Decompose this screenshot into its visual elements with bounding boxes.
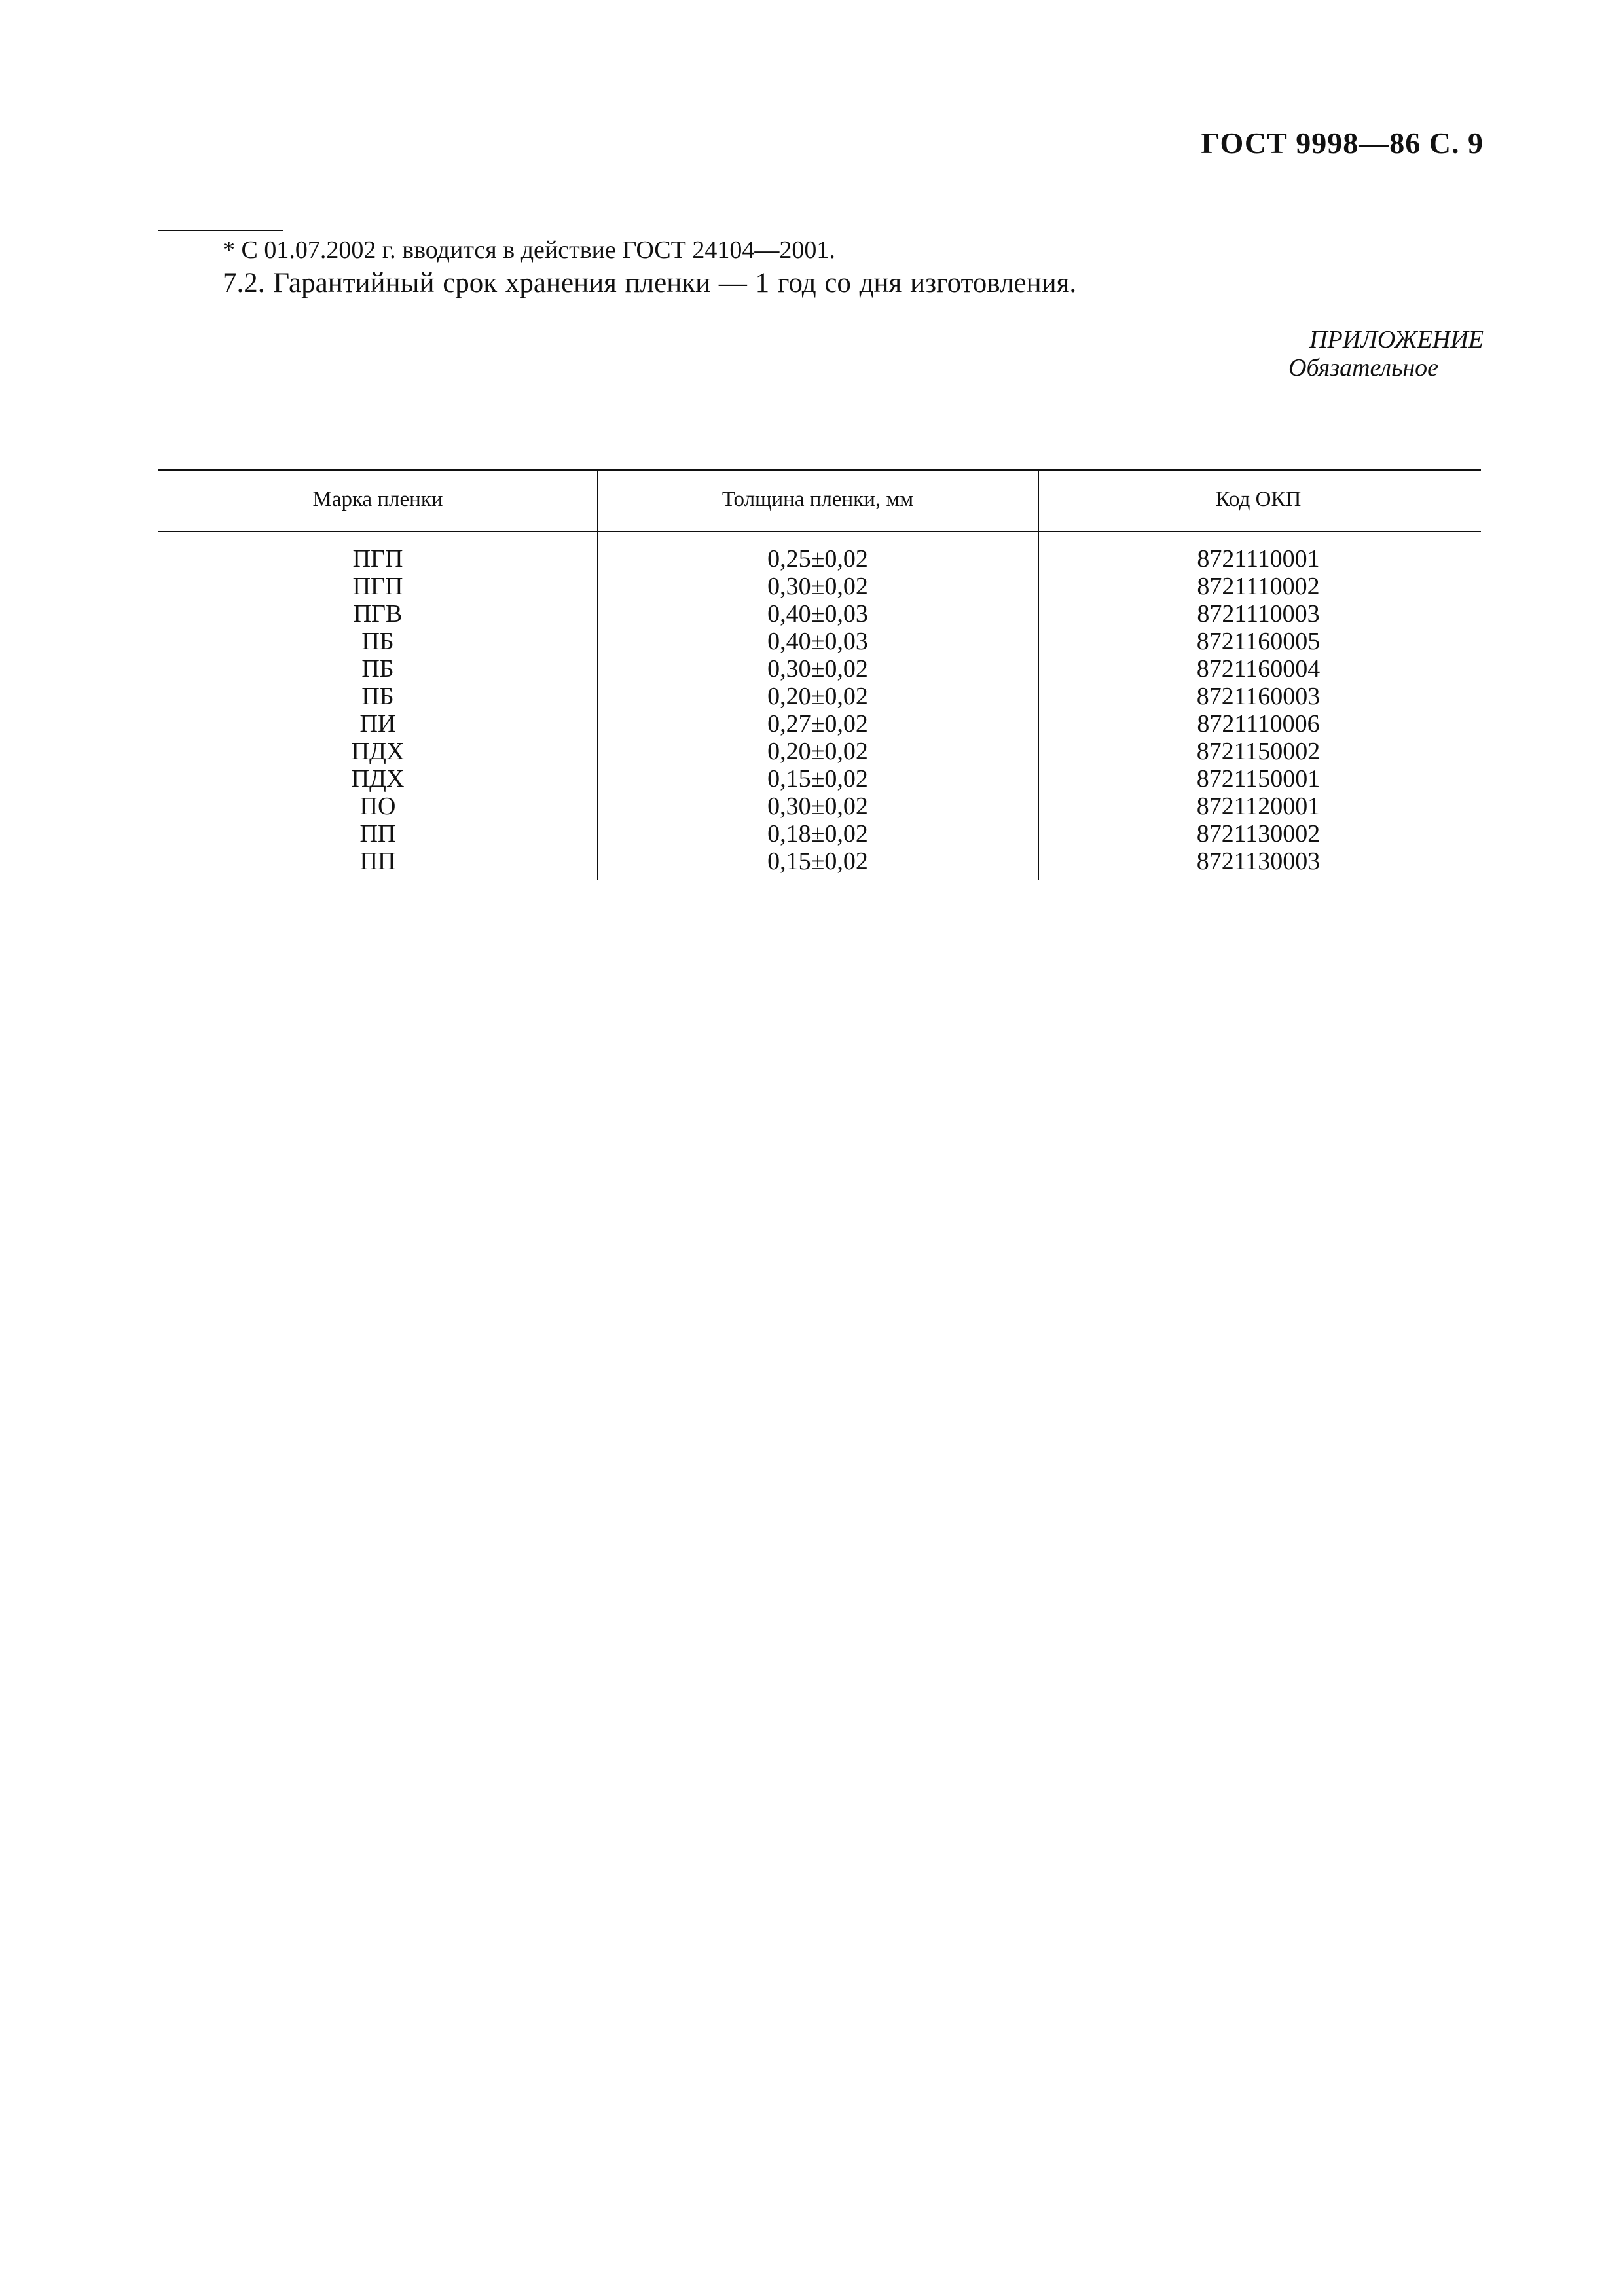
cell-thickness: 0,15±0,02 (767, 848, 868, 875)
cell-thickness: 0,40±0,03 (767, 600, 868, 628)
cell-thickness: 0,30±0,02 (767, 573, 868, 600)
cell-thickness: 0,30±0,02 (767, 793, 868, 820)
table-header-rule (158, 531, 1481, 532)
table-row (158, 820, 1481, 848)
table-row (158, 600, 1481, 628)
running-header: ГОСТ 9998—86 С. 9 (1201, 126, 1484, 160)
cell-okp-code: 8721120001 (1196, 793, 1321, 820)
cell-okp-code: 8721130002 (1196, 820, 1321, 848)
cell-thickness: 0,15±0,02 (767, 765, 868, 793)
table-row (158, 765, 1481, 793)
cell-grade: ПБ (361, 655, 394, 683)
appendix-title: ПРИЛОЖЕНИЕ (1309, 326, 1484, 353)
table-row (158, 710, 1481, 738)
table-row (158, 573, 1481, 600)
cell-okp-code: 8721110001 (1197, 545, 1320, 573)
footnote-rule (158, 230, 283, 231)
cell-okp-code: 8721160003 (1196, 683, 1321, 710)
table-row (158, 793, 1481, 820)
cell-thickness: 0,25±0,02 (767, 545, 868, 573)
column-header-grade: Марка пленки (312, 488, 443, 511)
table-row (158, 545, 1481, 573)
cell-grade: ПДХ (351, 738, 405, 765)
cell-grade: ПП (359, 820, 396, 848)
clause-7-2: 7.2. Гарантийный срок хранения пленки — 1 год со дня изготовления. (223, 268, 1077, 298)
cell-thickness: 0,40±0,03 (767, 628, 868, 655)
cell-grade: ПП (359, 848, 396, 875)
table-top-rule (158, 469, 1481, 471)
cell-grade: ПГП (352, 573, 403, 600)
cell-thickness: 0,18±0,02 (767, 820, 868, 848)
cell-thickness: 0,20±0,02 (767, 683, 868, 710)
cell-okp-code: 8721160005 (1196, 628, 1321, 655)
table-body (158, 545, 1481, 875)
cell-grade: ПО (359, 793, 396, 820)
cell-grade: ПБ (361, 628, 394, 655)
appendix-subtitle: Обязательное (1288, 354, 1439, 382)
cell-grade: ПДХ (351, 765, 405, 793)
footnote-text: * С 01.07.2002 г. вводится в действие ГОСТ 24104—2001. (223, 236, 835, 264)
cell-grade: ПГВ (353, 600, 403, 628)
cell-okp-code: 8721160004 (1196, 655, 1321, 683)
cell-grade: ПГП (352, 545, 403, 573)
cell-grade: ПИ (359, 710, 396, 738)
column-header-thickness: Толщина пленки, мм (721, 488, 914, 511)
cell-okp-code: 8721150001 (1196, 765, 1321, 793)
table-row (158, 655, 1481, 683)
cell-thickness: 0,30±0,02 (767, 655, 868, 683)
cell-thickness: 0,20±0,02 (767, 738, 868, 765)
table-row (158, 628, 1481, 655)
table-row (158, 738, 1481, 765)
table-row (158, 683, 1481, 710)
cell-okp-code: 8721130003 (1196, 848, 1321, 875)
cell-okp-code: 8721110006 (1197, 710, 1320, 738)
cell-okp-code: 8721150002 (1196, 738, 1321, 765)
cell-okp-code: 8721110003 (1197, 600, 1320, 628)
film-grades-table (158, 469, 1481, 880)
table-row (158, 848, 1481, 875)
cell-thickness: 0,27±0,02 (767, 710, 868, 738)
cell-okp-code: 8721110002 (1197, 573, 1320, 600)
cell-grade: ПБ (361, 683, 394, 710)
column-header-okp-code: Код ОКП (1215, 488, 1302, 511)
